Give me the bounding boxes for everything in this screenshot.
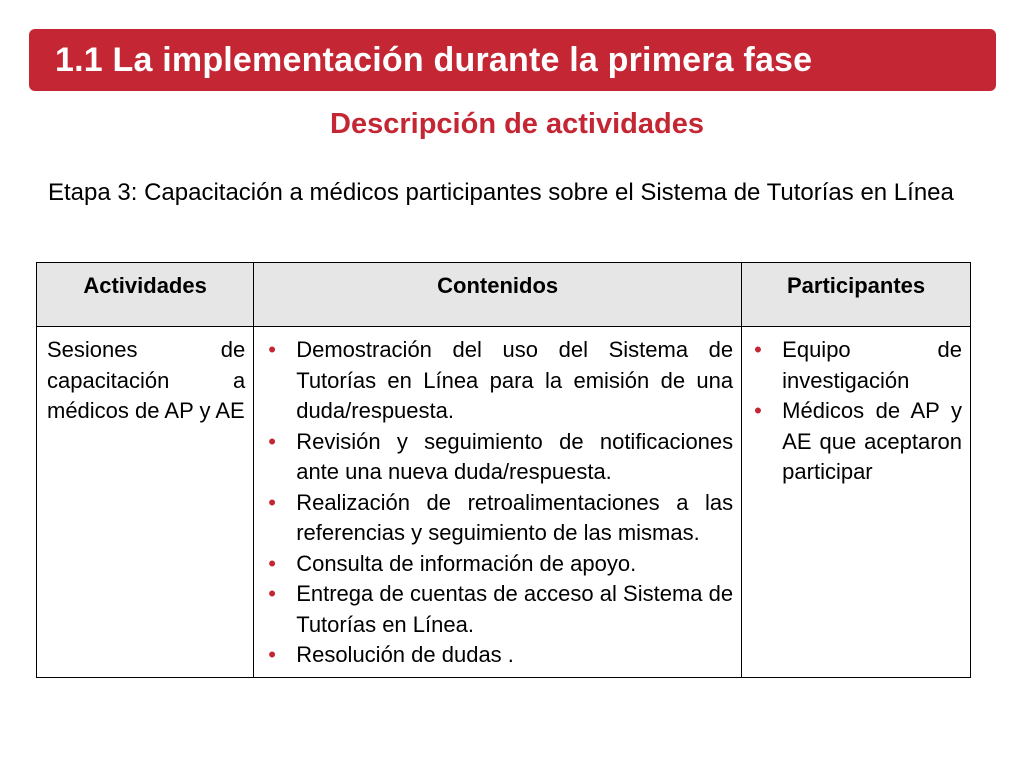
activity-cell: Sesiones de capacitación a médicos de AP y AE bbox=[37, 327, 254, 678]
list-item bbox=[752, 335, 962, 396]
list-item bbox=[752, 396, 962, 488]
bullet-icon: • bbox=[754, 398, 762, 423]
content-item-text: Entrega de cuentas de acceso al Sistema de Tutorías en Línea. bbox=[296, 581, 734, 637]
bullet-icon: • bbox=[268, 489, 276, 515]
content-item-text: Resolución de dudas . bbox=[296, 642, 514, 667]
content-item-text: Realización de retroalimentaciones a las referencias y seguimiento de las mismas. bbox=[296, 489, 734, 545]
activities-table bbox=[36, 262, 971, 678]
list-item bbox=[264, 640, 733, 671]
bullet-icon: • bbox=[268, 337, 276, 362]
list-item bbox=[264, 579, 733, 640]
bullet-icon: • bbox=[268, 581, 276, 606]
bullet-icon: • bbox=[268, 550, 276, 576]
table-row bbox=[37, 327, 971, 678]
bullet-icon: • bbox=[754, 337, 762, 362]
stage-description: Etapa 3: Capacitación a médicos participantes sobre el Sistema de Tutorías en Línea bbox=[48, 179, 954, 206]
bullet-icon: • bbox=[268, 642, 276, 667]
slide-subtitle: Descripción de actividades bbox=[330, 108, 704, 140]
participants-cell bbox=[742, 327, 971, 678]
content-item-text: Revisión y seguimiento de notificaciones ante una nueva duda/respuesta. bbox=[296, 428, 734, 484]
list-item bbox=[264, 427, 733, 488]
table-header-row bbox=[37, 263, 971, 327]
title-bar bbox=[29, 29, 996, 91]
participant-item-text: Equipo de investigación bbox=[782, 337, 962, 393]
slide-title: 1.1 La implementación durante la primera fase bbox=[55, 40, 813, 79]
content-item-text: Demostración del uso del Sistema de Tutorías en Línea para la emisión de una duda/respuesta. bbox=[296, 337, 734, 423]
contents-list bbox=[264, 335, 733, 671]
list-item bbox=[264, 549, 733, 580]
header-actividades: Actividades bbox=[37, 263, 254, 327]
list-item bbox=[264, 488, 733, 549]
content-item-text: Consulta de información de apoyo. bbox=[296, 550, 637, 576]
contents-cell bbox=[254, 327, 742, 678]
participant-item-text: Médicos de AP y AE que aceptaron participar bbox=[782, 398, 962, 484]
header-participantes: Participantes bbox=[742, 263, 971, 327]
bullet-icon: • bbox=[268, 428, 276, 454]
participants-list bbox=[752, 335, 962, 488]
header-contenidos: Contenidos bbox=[254, 263, 742, 327]
list-item bbox=[264, 335, 733, 427]
